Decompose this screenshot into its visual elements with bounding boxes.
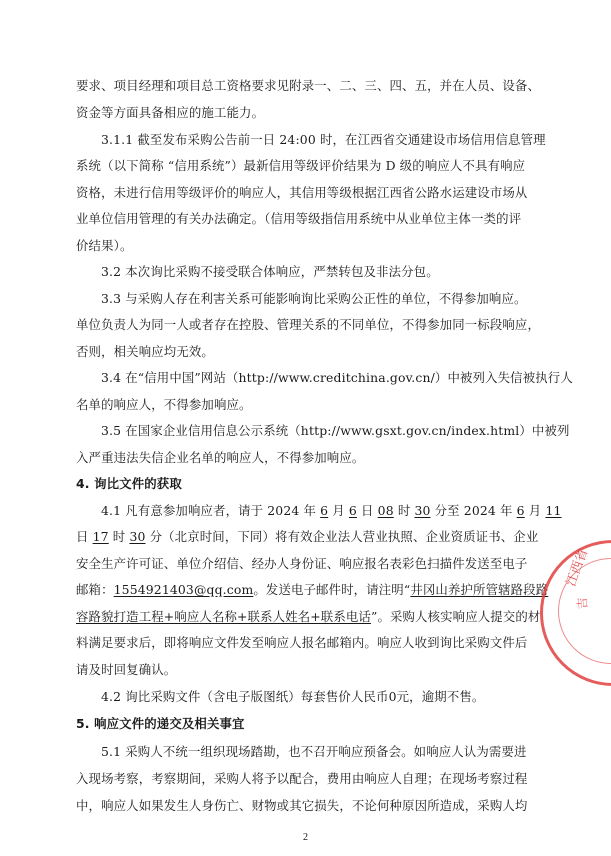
seal-text: 吉 — [574, 596, 590, 610]
page-number: 2 — [303, 832, 308, 843]
text-line: 3.5 在国家企业信用信息公示系统（http://www.gsxt.gov.cn/index.html）中被列 — [101, 423, 570, 438]
text-line: 容路貌打造工程+响应人名称+联系人姓名+联系电话”。采购人核实响应人提交的材 — [76, 609, 541, 624]
section-heading-4: 4. 询比文件的获取 — [76, 476, 182, 491]
text-line: 请及时回复确认。 — [76, 662, 177, 677]
text-line: 系统（以下简称 “信用系统”）最新信用等级评价结果为 D 级的响应人不具有响应 — [76, 158, 526, 173]
text-line: 3.4 在“信用中国”网站（http://www.creditchina.gov.cn/）中被列入失信被执行人 — [101, 370, 573, 385]
seal-text: 江西省 — [563, 546, 592, 589]
text-line: 价结果）。 — [76, 238, 133, 253]
text-line: 中，响应人如果发生人身伤亡、财物或其它损失，不论何种原因所造成，采购人均 — [76, 798, 528, 813]
text-line: 料满足要求后，即将响应文件发至响应人报名邮箱内。响应人收到询比采购文件后 — [76, 635, 528, 650]
text-line: 邮箱：1554921403@qq.com。发送电子邮件时，请注明“井冈山养护所管辖路段路 — [76, 582, 549, 597]
text-line: 单位负责人为同一人或者存在控股、管理关系的不同单位，不得参加同一标段响应， — [76, 317, 541, 332]
text-line: 安全生产许可证、单位介绍信、经办人身份证、响应报名表彩色扫描件发送至电子 — [76, 556, 528, 571]
text-line: 日 17 时 30 分（北京时间，下同）将有效企业法人营业执照、企业资质证书、企业 — [76, 529, 539, 544]
text-line: 资格，未进行信用等级评价的响应人，其信用等级根据江西省公路水运建设市场从 — [76, 185, 528, 200]
text-line: 资金等方面具备相应的施工能力。 — [76, 105, 265, 120]
text-line: 3.1.1 截至发布采购公告前一日 24:00 时，在江西省交通建设市场信用信息管理 — [101, 132, 546, 147]
text-line: 5.1 采购人不统一组织现场踏勘，也不召开响应预备会。如响应人认为需要进 — [101, 744, 527, 759]
text-line: 入严重违法失信企业名单的响应人，不得参加响应。 — [76, 450, 365, 465]
text-line: 业单位信用管理的有关办法确定。（信用等级指信用系统中从业单位主体一类的评 — [76, 211, 522, 226]
email-address: 1554921403@qq.com — [113, 582, 254, 597]
text-line: 4.1 凡有意参加响应者，请于 2024 年 6 月 6 日 08 时 30 分至 2024 年 6 月 11 — [101, 503, 562, 518]
text-line: 3.3 与采购人存在利害关系可能影响询比采购公正性的单位，不得参加响应。 — [101, 291, 527, 306]
text-line: 3.2 本次询比采购不接受联合体响应，严禁转包及非法分包。 — [101, 264, 439, 279]
section-heading-5: 5. 响应文件的递交及相关事宜 — [76, 716, 245, 731]
text-line: 否则，相关响应均无效。 — [76, 344, 214, 359]
text-line: 入现场考察，考察期间，采购人将予以配合，费用由响应人自理；在现场考察过程 — [76, 771, 528, 786]
text-line: 要求、项目经理和项目总工资格要求见附录一、二、三、四、五，并在人员、设备、 — [76, 78, 541, 93]
text-line: 4.2 询比采购文件（含电子版图纸）每套售价人民币0元，逾期不售。 — [101, 689, 485, 704]
text-line: 名单的响应人，不得参加响应。 — [76, 397, 252, 412]
